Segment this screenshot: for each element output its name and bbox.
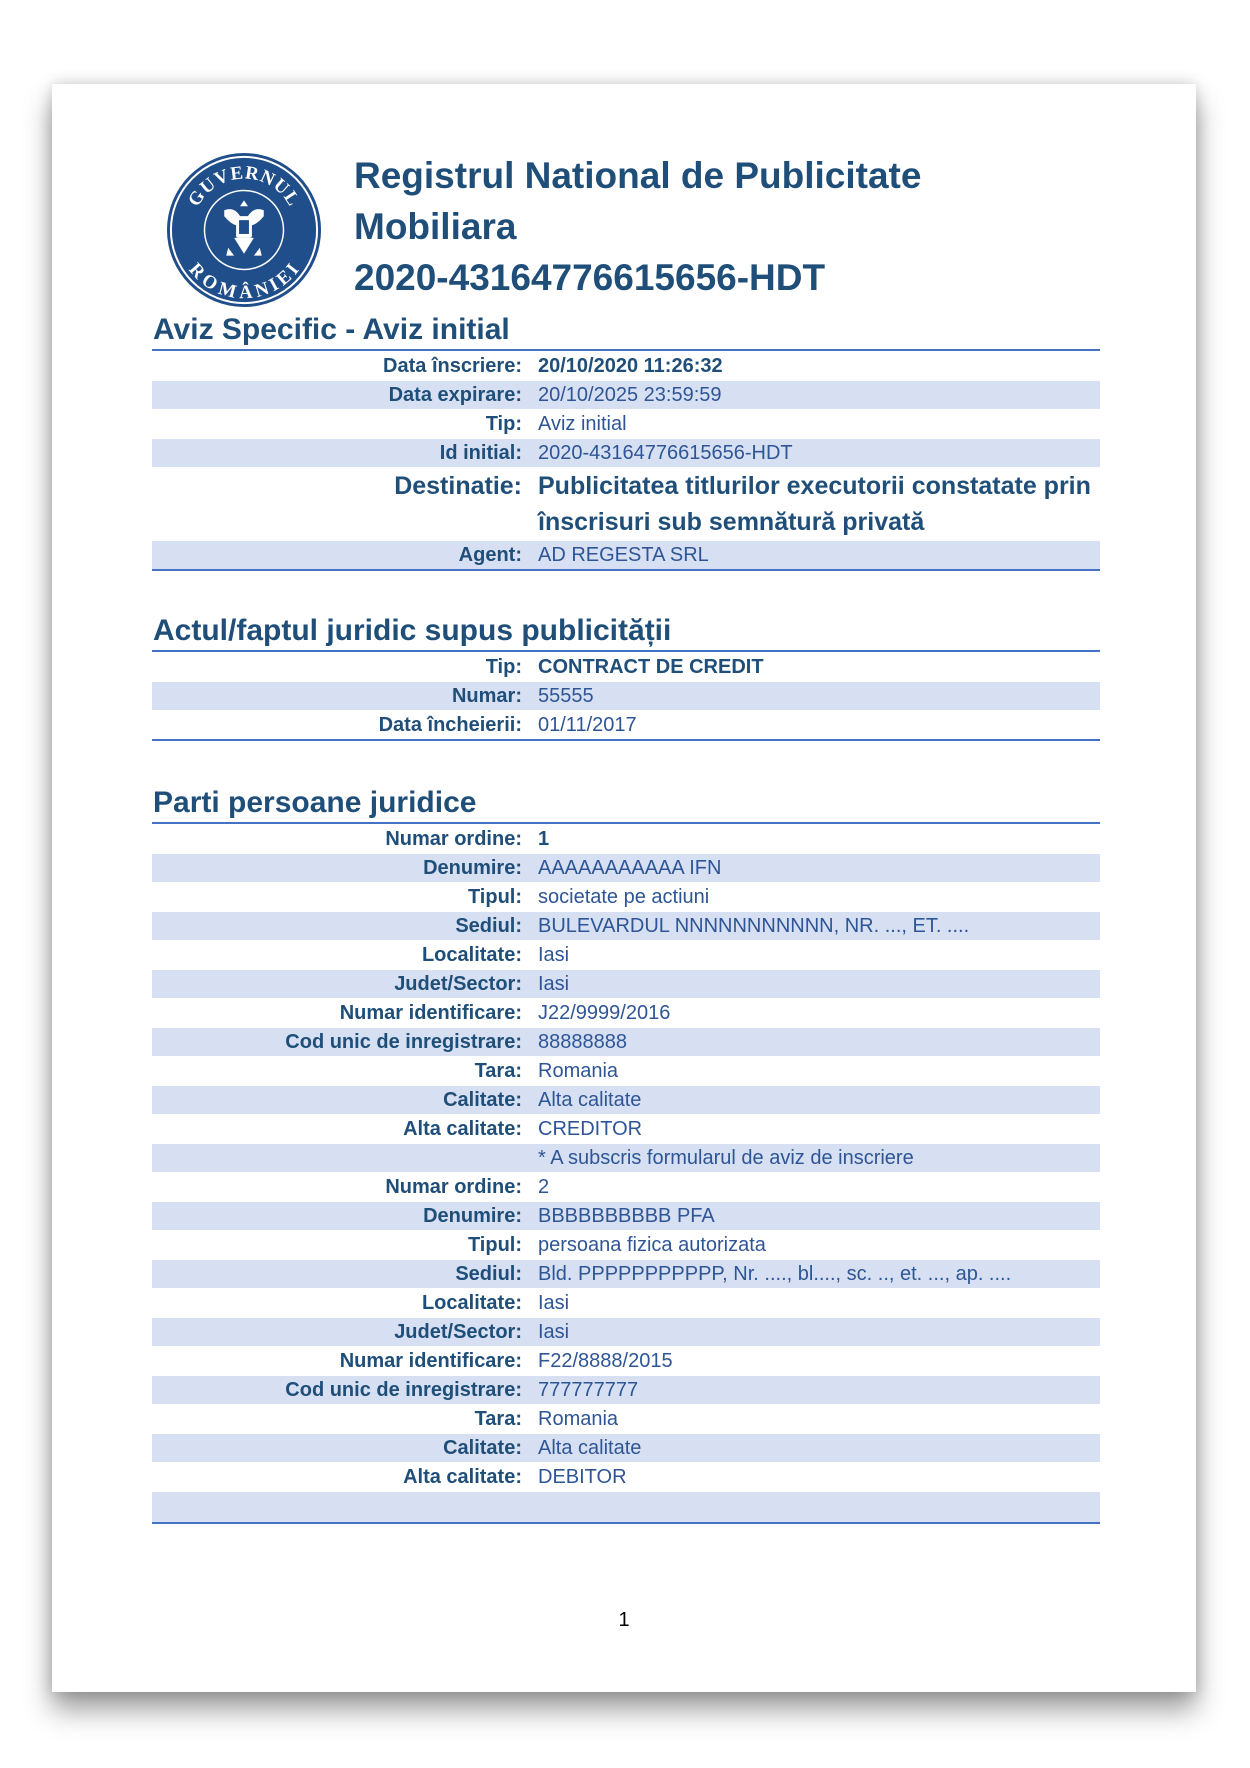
row-value: 01/11/2017 bbox=[538, 714, 637, 736]
row-label: Tara: bbox=[474, 1408, 522, 1430]
row-value: 2020-43164776615656-HDT bbox=[538, 442, 793, 464]
table-row bbox=[152, 1375, 1100, 1404]
row-label: Sediul: bbox=[455, 915, 522, 937]
row-value: Iasi bbox=[538, 1321, 570, 1343]
row-label: Tip: bbox=[485, 413, 522, 435]
title-line-2: Mobiliara bbox=[354, 206, 517, 247]
row-value: persoana fizica autorizata bbox=[538, 1234, 766, 1256]
row-value: 20/10/2025 23:59:59 bbox=[538, 384, 722, 406]
row-label: Cod unic de inregistrare: bbox=[285, 1031, 522, 1053]
row-label: Numar: bbox=[451, 685, 522, 707]
row-label: Alta calitate: bbox=[403, 1466, 522, 1488]
row-value: DEBITOR bbox=[538, 1466, 627, 1488]
row-value: Publicitatea titlurilor executorii constatate prin înscrisuri sub semnătură privată bbox=[538, 472, 1091, 536]
table-row bbox=[152, 1259, 1100, 1288]
table-row bbox=[152, 824, 1100, 853]
row-value: Alta calitate bbox=[538, 1089, 642, 1111]
table-row bbox=[152, 1085, 1100, 1114]
row-value: Bld. PPPPPPPPPPP, Nr. ...., bl...., sc. .., et. ..., ap. .... bbox=[538, 1263, 1012, 1285]
table-row bbox=[152, 969, 1100, 998]
page-number: 1 bbox=[618, 1609, 630, 1631]
row-label bbox=[152, 1144, 530, 1172]
row-value: Romania bbox=[538, 1408, 619, 1430]
table-row bbox=[152, 1288, 1100, 1317]
row-value: * A subscris formularul de aviz de inscriere bbox=[538, 1147, 914, 1169]
table-row bbox=[152, 710, 1100, 739]
table-row bbox=[152, 409, 1100, 438]
row-label: Denumire: bbox=[423, 857, 522, 879]
row-label: Id initial: bbox=[439, 442, 522, 464]
row-value: 88888888 bbox=[538, 1031, 627, 1053]
row-label: Localitate: bbox=[421, 944, 522, 966]
table-row bbox=[152, 1114, 1100, 1143]
row-label: Judet/Sector: bbox=[394, 973, 522, 995]
table-row bbox=[152, 1143, 1100, 1172]
row-value: AAAAAAAAAAA IFN bbox=[538, 857, 722, 879]
row-label: Numar identificare: bbox=[339, 1350, 522, 1372]
row-label: Calitate: bbox=[443, 1089, 522, 1111]
row-value: AD REGESTA SRL bbox=[538, 544, 709, 566]
act-table bbox=[152, 652, 1100, 741]
row-label: Data expirare: bbox=[388, 384, 522, 406]
row-value: 55555 bbox=[538, 685, 594, 707]
row-label: Cod unic de inregistrare: bbox=[285, 1379, 522, 1401]
row-value: Iasi bbox=[538, 1292, 570, 1314]
row-value: J22/9999/2016 bbox=[538, 1002, 671, 1024]
table-row bbox=[152, 681, 1100, 710]
registry-title bbox=[354, 150, 1114, 303]
row-value: 2 bbox=[538, 1176, 550, 1198]
table-row bbox=[152, 540, 1100, 569]
parti-section bbox=[152, 784, 1100, 1524]
row-label: Tara: bbox=[474, 1060, 522, 1082]
row-value: 1 bbox=[538, 828, 550, 850]
table-row-empty bbox=[152, 1491, 1100, 1522]
svg-text:GUVERNUL: GUVERNUL bbox=[183, 162, 305, 211]
row-label: Numar ordine: bbox=[385, 828, 522, 850]
row-label: Localitate: bbox=[421, 1292, 522, 1314]
table-row bbox=[152, 1056, 1100, 1085]
row-value: Iasi bbox=[538, 973, 570, 995]
table-row bbox=[152, 1230, 1100, 1259]
table-row bbox=[152, 1433, 1100, 1462]
table-row bbox=[152, 1346, 1100, 1375]
row-label: Tipul: bbox=[467, 1234, 522, 1256]
table-row bbox=[152, 652, 1100, 681]
parti-section-title: Parti persoane juridice bbox=[152, 784, 1100, 824]
row-label: Calitate: bbox=[443, 1437, 522, 1459]
row-value: Iasi bbox=[538, 944, 570, 966]
row-label: Tip: bbox=[485, 656, 522, 678]
title-line-1: Registrul National de Publicitate bbox=[354, 155, 922, 196]
row-label: Numar identificare: bbox=[339, 1002, 522, 1024]
row-label: Tipul: bbox=[467, 886, 522, 908]
row-value: 777777777 bbox=[538, 1379, 639, 1401]
parti-table bbox=[152, 824, 1100, 1524]
row-label: Judet/Sector: bbox=[394, 1321, 522, 1343]
row-value: CREDITOR bbox=[538, 1118, 643, 1140]
row-label: Data înscriere: bbox=[383, 355, 522, 377]
aviz-section bbox=[152, 311, 1100, 571]
table-row bbox=[152, 940, 1100, 969]
aviz-section-title: Aviz Specific - Aviz initial bbox=[152, 311, 1100, 351]
table-row bbox=[152, 380, 1100, 409]
document-page bbox=[52, 84, 1196, 1692]
table-row bbox=[152, 1201, 1100, 1230]
act-section bbox=[152, 612, 1100, 741]
svg-text:ROMÂNIEI: ROMÂNIEI bbox=[184, 259, 304, 304]
table-row bbox=[152, 882, 1100, 911]
table-row bbox=[152, 438, 1100, 467]
row-value: Alta calitate bbox=[538, 1437, 642, 1459]
row-label: Agent: bbox=[458, 544, 522, 566]
row-value: societate pe actiuni bbox=[538, 886, 710, 908]
table-row bbox=[152, 1027, 1100, 1056]
row-label: Alta calitate: bbox=[403, 1118, 522, 1140]
row-value: CONTRACT DE CREDIT bbox=[538, 656, 764, 678]
row-label: Destinatie: bbox=[394, 472, 522, 500]
row-value: Aviz initial bbox=[538, 413, 627, 435]
table-row bbox=[152, 1172, 1100, 1201]
row-value: BULEVARDUL NNNNNNNNNNN, NR. ..., ET. .... bbox=[538, 915, 970, 937]
table-row bbox=[152, 853, 1100, 882]
table-row bbox=[152, 998, 1100, 1027]
act-section-title: Actul/faptul juridic supus publicității bbox=[152, 612, 1100, 652]
table-row bbox=[152, 1462, 1100, 1491]
row-value: 20/10/2020 11:26:32 bbox=[538, 355, 723, 377]
row-label: Sediul: bbox=[455, 1263, 522, 1285]
aviz-table bbox=[152, 351, 1100, 571]
row-value: Romania bbox=[538, 1060, 619, 1082]
table-row bbox=[152, 351, 1100, 380]
table-row bbox=[152, 467, 1100, 540]
row-label: Data încheierii: bbox=[378, 714, 522, 736]
table-row bbox=[152, 911, 1100, 940]
row-label: Numar ordine: bbox=[385, 1176, 522, 1198]
table-row bbox=[152, 1404, 1100, 1433]
row-value: F22/8888/2015 bbox=[538, 1350, 673, 1372]
government-seal-icon bbox=[165, 151, 323, 309]
row-label: Denumire: bbox=[423, 1205, 522, 1227]
table-row bbox=[152, 1317, 1100, 1346]
row-value: BBBBBBBBBB PFA bbox=[538, 1205, 715, 1227]
document-id-title: 2020-43164776615656-HDT bbox=[354, 257, 826, 298]
